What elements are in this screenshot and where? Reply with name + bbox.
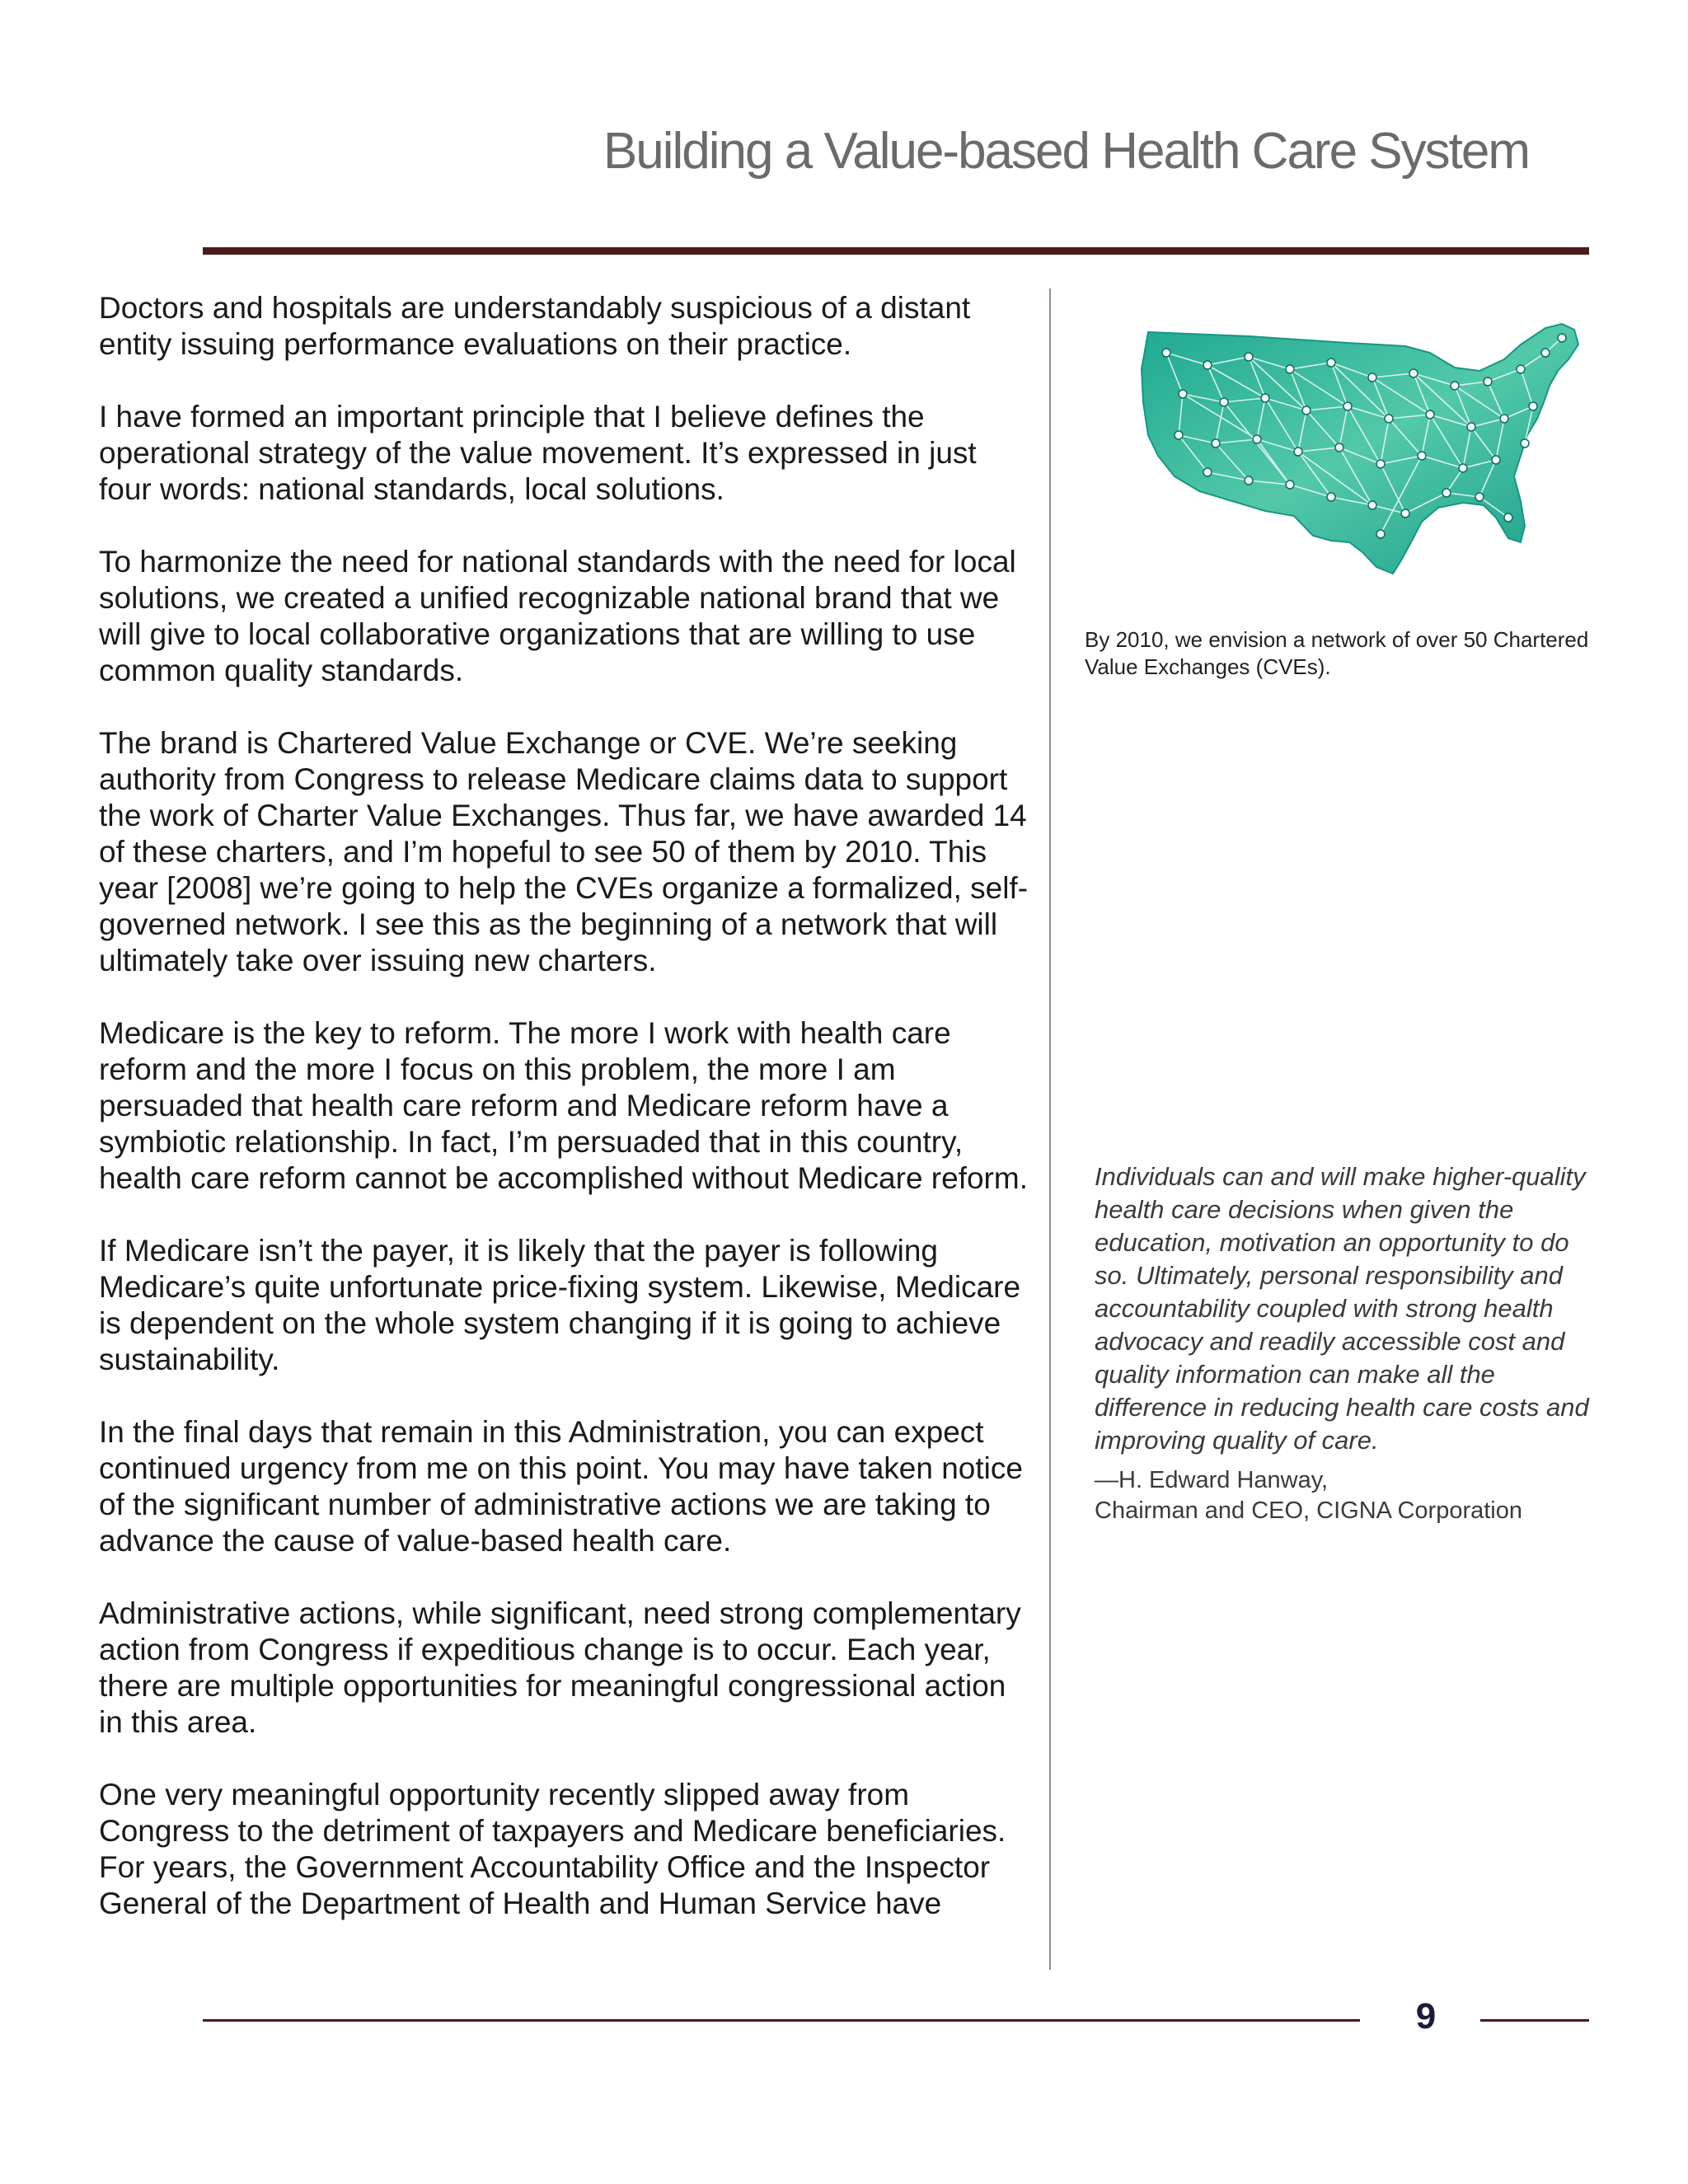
body-paragraph: The brand is Chartered Value Exchange or CVE. We’re seeking authority from Congress to release Medicare claims data to support the work of Charter Value Exchanges. Thus far, we have awarded 14 of these charters, and I’m hopeful to see 50 of them by 2010. This year [2008] we’re going to help the CVEs organize a formalized, self-governed network. I see this as the beginning of a network that will ultimately take over issuing new charters.: [99, 726, 1029, 977]
us-network-map: [1133, 320, 1595, 592]
body-paragraph: To harmonize the need for national standards with the need for local solutions, we created a unified recognizable national brand that we will give to local collaborative organizations that are willing to use common quality standards.: [99, 545, 1016, 687]
body-paragraph: Medicare is the key to reform. The more I work with health care reform and the more I focus on this problem, the more I am persuaded that health care reform and Medicare reform have a symbiotic relationship. In fact, I’m persuaded that in this country, health care reform cannot be accomplished without Medicare reform.: [99, 1016, 1028, 1195]
page-header-title: Building a Value-based Health Care System: [603, 123, 1529, 180]
body-paragraph: I have formed an important principle that I believe defines the operational strategy of the value movement. It’s expressed in just four words: national standards, local solutions.: [99, 400, 977, 506]
main-column: [99, 290, 1030, 1958]
footer-rule-right: [1480, 2019, 1589, 2022]
page-number: 9: [1415, 1996, 1437, 2036]
quote-text: Individuals can and will make higher-quality health care decisions when given the education, motivation an opportunity to do so. Ultimately, personal responsibility and accountability coupled with strong health advocacy and readily accessible cost and quality information can make all the difference in reducing health care costs and improving quality of care.: [1095, 1162, 1589, 1455]
footer-rule-left: [203, 2019, 1360, 2022]
us-map-icon: [1133, 320, 1595, 592]
body-paragraph: One very meaningful opportunity recently slipped away from Congress to the detriment of taxpayers and Medicare beneficiaries. For years, the Government Accountability Office and the Inspector General of the Department of Health and Human Service have: [99, 1778, 1006, 1920]
quote-attribution-name: —H. Edward Hanway,: [1095, 1467, 1329, 1493]
body-paragraph: Doctors and hospitals are understandably suspicious of a distant entity issuing performance evaluations on their practice.: [99, 291, 971, 361]
header-rule: [203, 247, 1589, 255]
pull-quote: [1095, 1160, 1606, 1526]
column-divider: [1049, 288, 1051, 1970]
quote-attribution: [1095, 1465, 1606, 1526]
body-paragraph: Administrative actions, while significant, need strong complementary action from Congress if expeditious change is to occur. Each year, there are multiple opportunities for meaningful congressional action in this area.: [99, 1596, 1021, 1739]
quote-attribution-title: Chairman and CEO, CIGNA Corporation: [1095, 1497, 1522, 1524]
map-caption: By 2010, we envision a network of over 50 Chartered Value Exchanges (CVEs).: [1085, 627, 1589, 679]
body-paragraph: In the final days that remain in this Administration, you can expect continued urgency from me on this point. You may have taken notice of the significant number of administrative actions we are taking to advance the cause of value-based health care.: [99, 1415, 1023, 1558]
body-paragraph: If Medicare isn’t the payer, it is likely that the payer is following Medicare’s quite unfortunate price-fixing system. Likewise, Medicare is dependent on the whole system changing if it is going to achieve sustainability.: [99, 1234, 1021, 1376]
